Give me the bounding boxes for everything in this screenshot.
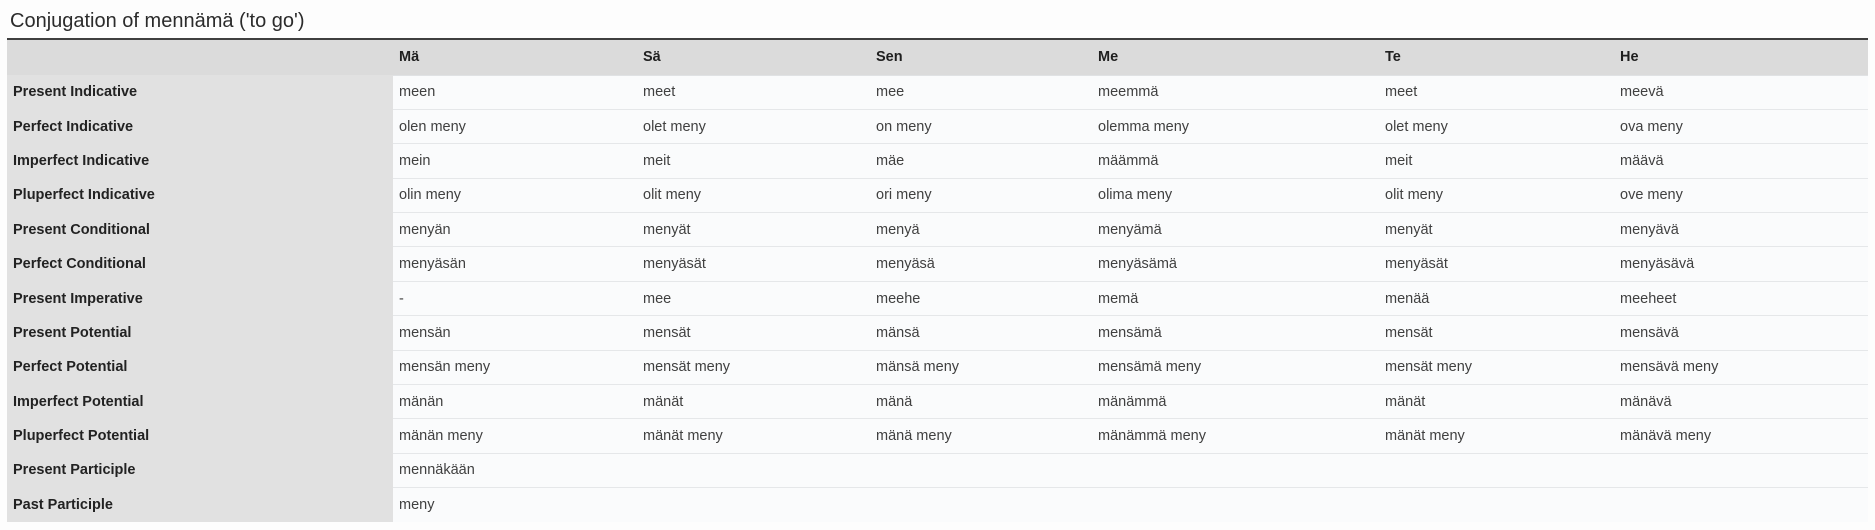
row-label: Present Potential [7, 316, 393, 350]
row-label: Imperfect Indicative [7, 144, 393, 178]
conjugation-cell: ori meny [870, 178, 1092, 212]
conjugation-cell: mänät meny [1379, 419, 1614, 453]
conjugation-cell: mensävä meny [1614, 350, 1868, 384]
conjugation-cell: menyävä [1614, 213, 1868, 247]
conjugation-cell: meet [1379, 75, 1614, 109]
table-row [7, 385, 1868, 419]
conjugation-cell: olin meny [393, 178, 637, 212]
header-row [7, 39, 1868, 75]
conjugation-cell: meet [637, 75, 870, 109]
row-label: Perfect Indicative [7, 109, 393, 143]
conjugation-cell: olit meny [637, 178, 870, 212]
conjugation-cell: mänät [637, 385, 870, 419]
conjugation-cell: menyän [393, 213, 637, 247]
conjugation-cell: mänä [870, 385, 1092, 419]
conjugation-cell: mänävä meny [1614, 419, 1868, 453]
conjugation-cell [1379, 453, 1614, 487]
conjugation-cell: olen meny [393, 109, 637, 143]
conjugation-cell: mee [637, 281, 870, 315]
conjugation-cell: mänämmä [1092, 385, 1379, 419]
conjugation-cell [637, 488, 870, 522]
table-row [7, 75, 1868, 109]
table-row [7, 178, 1868, 212]
conjugation-cell [1379, 488, 1614, 522]
table-row [7, 109, 1868, 143]
conjugation-cell: meen [393, 75, 637, 109]
conjugation-cell: mänät [1379, 385, 1614, 419]
conjugation-cell: menyäsävä [1614, 247, 1868, 281]
col-header-sa: Sä [637, 39, 870, 75]
conjugation-table [7, 38, 1868, 522]
table-row [7, 144, 1868, 178]
conjugation-cell: memä [1092, 281, 1379, 315]
conjugation-cell: mänän meny [393, 419, 637, 453]
conjugation-cell: määmmä [1092, 144, 1379, 178]
conjugation-cell: meit [637, 144, 870, 178]
conjugation-cell: mennäkään [393, 453, 637, 487]
conjugation-cell: menyäsät [1379, 247, 1614, 281]
conjugation-cell [1092, 453, 1379, 487]
conjugation-cell: meny [393, 488, 637, 522]
conjugation-cell: mäe [870, 144, 1092, 178]
conjugation-cell: mensävä [1614, 316, 1868, 350]
table-row [7, 281, 1868, 315]
conjugation-cell: meeheet [1614, 281, 1868, 315]
conjugation-cell: menyät [1379, 213, 1614, 247]
table-row [7, 488, 1868, 522]
conjugation-cell [637, 453, 870, 487]
table-row [7, 453, 1868, 487]
conjugation-cell: mänävä [1614, 385, 1868, 419]
conjugation-cell [870, 453, 1092, 487]
row-label: Pluperfect Potential [7, 419, 393, 453]
conjugation-cell [1614, 453, 1868, 487]
conjugation-cell: mensän [393, 316, 637, 350]
row-label: Present Indicative [7, 75, 393, 109]
conjugation-cell: mensät meny [1379, 350, 1614, 384]
col-header-he: He [1614, 39, 1868, 75]
col-header-me: Me [1092, 39, 1379, 75]
corner-cell [7, 39, 393, 75]
conjugation-cell: mensämä [1092, 316, 1379, 350]
row-label: Imperfect Potential [7, 385, 393, 419]
row-label: Present Imperative [7, 281, 393, 315]
conjugation-cell: mensät [637, 316, 870, 350]
conjugation-cell: menyäsä [870, 247, 1092, 281]
conjugation-cell: mee [870, 75, 1092, 109]
conjugation-cell: ove meny [1614, 178, 1868, 212]
conjugation-cell: - [393, 281, 637, 315]
conjugation-cell: mensät meny [637, 350, 870, 384]
conjugation-cell: mein [393, 144, 637, 178]
conjugation-cell: määvä [1614, 144, 1868, 178]
row-label: Present Conditional [7, 213, 393, 247]
conjugation-cell: menää [1379, 281, 1614, 315]
conjugation-cell: mensämä meny [1092, 350, 1379, 384]
row-label: Perfect Potential [7, 350, 393, 384]
conjugation-cell: ova meny [1614, 109, 1868, 143]
table-row [7, 247, 1868, 281]
conjugation-cell: meit [1379, 144, 1614, 178]
conjugation-cell: mänä meny [870, 419, 1092, 453]
conjugation-cell: menyämä [1092, 213, 1379, 247]
conjugation-cell: on meny [870, 109, 1092, 143]
conjugation-cell: menyät [637, 213, 870, 247]
conjugation-cell: mänämmä meny [1092, 419, 1379, 453]
table-row [7, 350, 1868, 384]
conjugation-cell [1614, 488, 1868, 522]
row-label: Pluperfect Indicative [7, 178, 393, 212]
row-label: Past Participle [7, 488, 393, 522]
table-row [7, 213, 1868, 247]
conjugation-rows [7, 75, 1868, 522]
conjugation-cell: olima meny [1092, 178, 1379, 212]
conjugation-cell: meemmä [1092, 75, 1379, 109]
conjugation-cell: menyäsät [637, 247, 870, 281]
conjugation-cell: mänsä [870, 316, 1092, 350]
conjugation-cell: mensät [1379, 316, 1614, 350]
conjugation-cell: olet meny [637, 109, 870, 143]
conjugation-cell: meehe [870, 281, 1092, 315]
conjugation-cell: mensän meny [393, 350, 637, 384]
conjugation-cell: olit meny [1379, 178, 1614, 212]
row-label: Present Participle [7, 453, 393, 487]
col-header-ma: Mä [393, 39, 637, 75]
row-label: Perfect Conditional [7, 247, 393, 281]
table-row [7, 316, 1868, 350]
conjugation-cell: meevä [1614, 75, 1868, 109]
table-row [7, 419, 1868, 453]
conjugation-cell: mänät meny [637, 419, 870, 453]
col-header-sen: Sen [870, 39, 1092, 75]
conjugation-cell: menyä [870, 213, 1092, 247]
conjugation-cell [870, 488, 1092, 522]
conjugation-cell: menyäsämä [1092, 247, 1379, 281]
conjugation-cell [1092, 488, 1379, 522]
conjugation-cell: olet meny [1379, 109, 1614, 143]
conjugation-cell: mänsä meny [870, 350, 1092, 384]
conjugation-cell: mänän [393, 385, 637, 419]
conjugation-cell: menyäsän [393, 247, 637, 281]
col-header-te: Te [1379, 39, 1614, 75]
conjugation-cell: olemma meny [1092, 109, 1379, 143]
page-title: Conjugation of mennämä ('to go') [10, 10, 305, 32]
